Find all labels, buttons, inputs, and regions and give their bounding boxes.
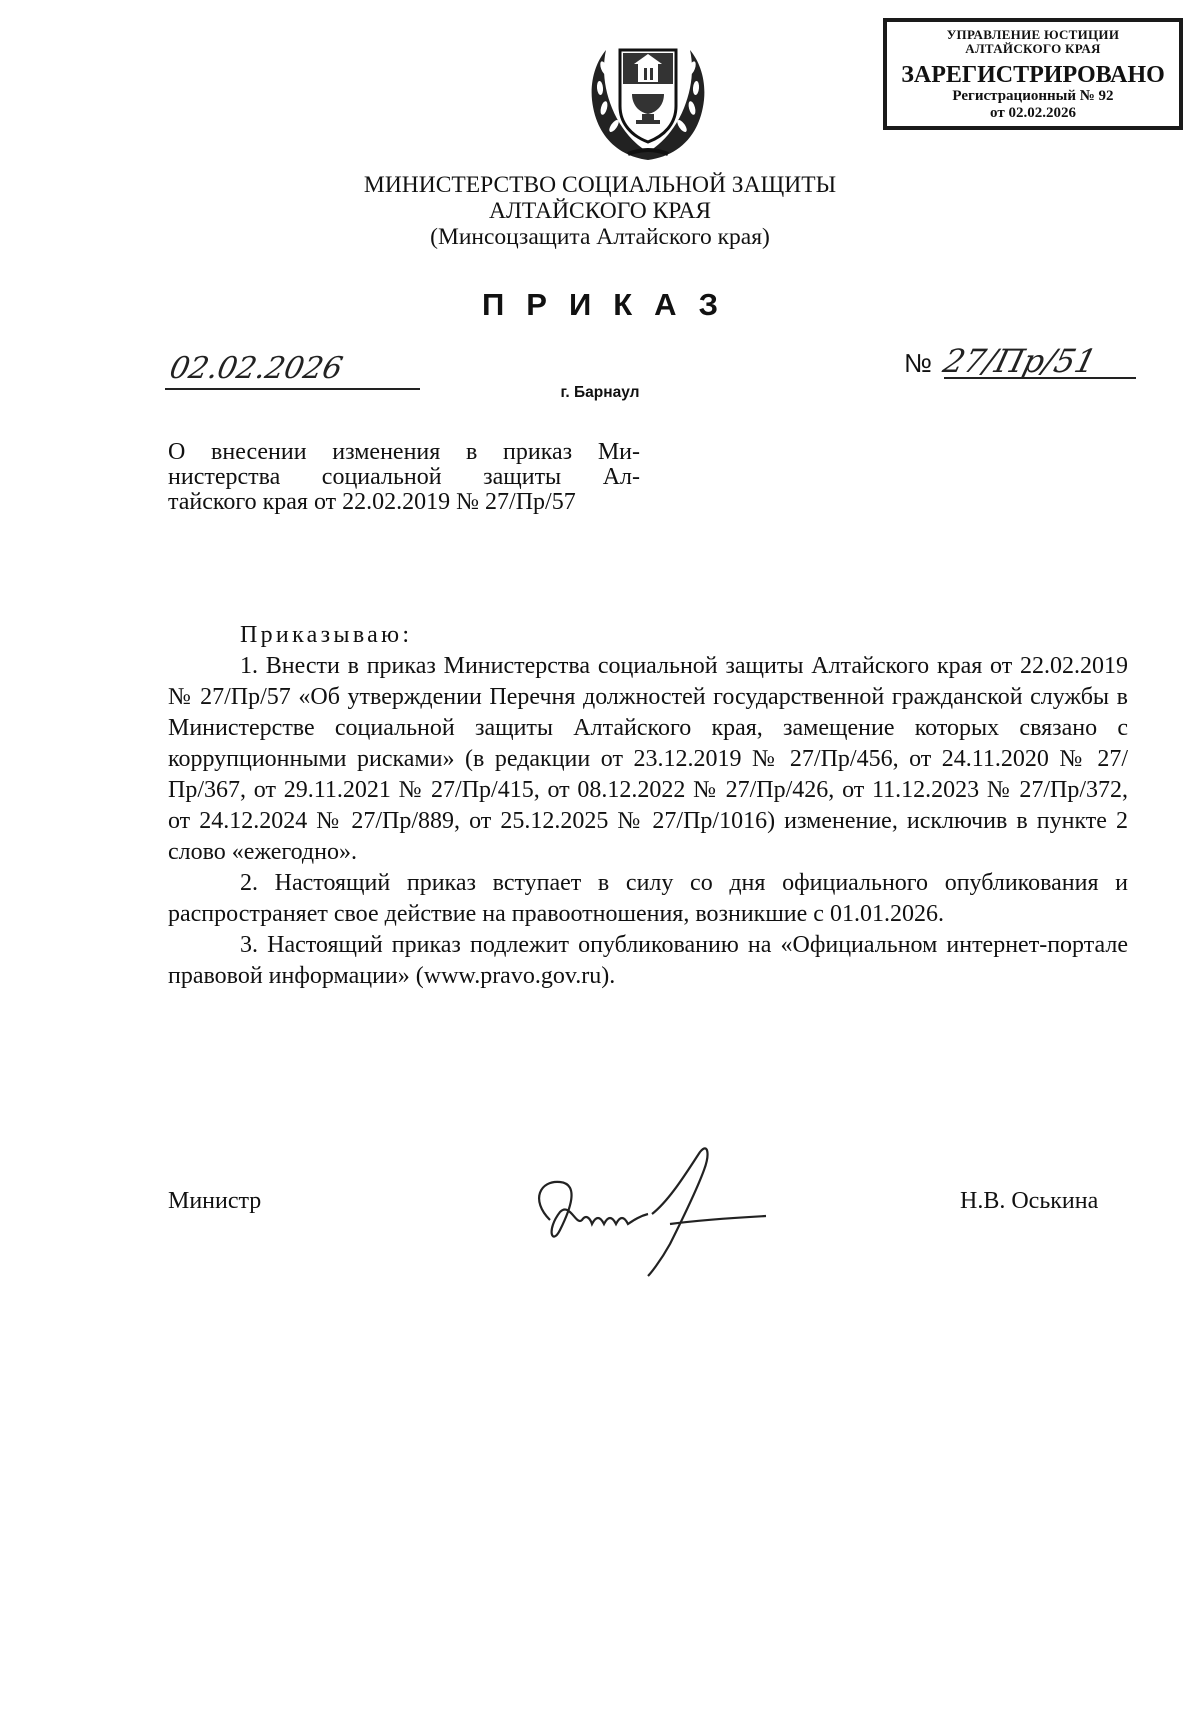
stamp-org-line2: АЛТАЙСКОГО КРАЯ bbox=[965, 41, 1101, 56]
stamp-status: ЗАРЕГИСТРИРОВАНО bbox=[901, 62, 1165, 88]
ministry-header bbox=[0, 172, 1200, 250]
document-type: ПРИКАЗ bbox=[482, 287, 740, 322]
subject-line-2: нистерства социальной защиты Ал- bbox=[168, 464, 640, 490]
handwritten-date-text: 02.02.2026 bbox=[166, 351, 346, 386]
orders-word: Приказываю: bbox=[240, 622, 413, 648]
ministry-short-name: (Минсоцзащита Алтайского края) bbox=[430, 224, 770, 250]
subject-line-1: О внесении изменения в приказ Ми- bbox=[168, 439, 640, 465]
city: г. Барнаул bbox=[560, 384, 640, 401]
ministry-name-line2: АЛТАЙСКОГО КРАЯ bbox=[489, 198, 711, 224]
document-subject bbox=[168, 440, 640, 515]
document-body bbox=[168, 620, 1128, 992]
ministry-name-line1: МИНИСТЕРСТВО СОЦИАЛЬНОЙ ЗАЩИТЫ bbox=[363, 172, 837, 198]
altai-coat-of-arms-icon bbox=[578, 28, 718, 168]
signatory-position: Министр bbox=[168, 1188, 262, 1214]
paragraph-1: 1. Внести в приказ Министерства социальной защиты Алтайского края от 22.02.2019 № 27/Пр/57 «Об утверждении Перечня должностей государственной гражданской службы в Министерстве социальной защиты Алтайского края, замещение которых связано с коррупционными рисками» (в редакции от 23.12.2019 № 27/Пр/456, от 24.11.2020 № 27/Пр/367, от 29.11.2021 № 27/Пр/415, от 08.12.2022 № 27/Пр/426, от 11.12.2023 № 27/Пр/372, от 24.12.2024 № 27/Пр/889, от 25.12.2025 № 27/Пр/1016) изменение, исключив в пункте 2 слово «ежегодно». bbox=[168, 653, 1128, 865]
handwritten-number-text: 27/Пр/51 bbox=[940, 342, 1101, 380]
paragraph-2: 2. Настоящий приказ вступает в силу со дня официального опубликования и распространяет свое действие на правоотношения, возникшие с 01.01.2026. bbox=[168, 870, 1128, 927]
stamp-org bbox=[887, 28, 1179, 56]
handwritten-number bbox=[940, 338, 1140, 384]
paragraph-3: 3. Настоящий приказ подлежит опубликованию на «Официальном интернет-портале правовой информации» (www.pravo.gov.ru). bbox=[168, 932, 1128, 989]
subject-line-3: тайского края от 22.02.2019 № 27/Пр/57 bbox=[168, 489, 576, 515]
registration-stamp bbox=[883, 18, 1183, 130]
signatory-name: Н.В. Оськина bbox=[960, 1188, 1099, 1214]
stamp-org-line1: УПРАВЛЕНИЕ ЮСТИЦИИ bbox=[946, 27, 1120, 42]
stamp-reg-date: от 02.02.2026 bbox=[990, 105, 1076, 121]
number-label: № bbox=[904, 348, 932, 378]
stamp-reg-number: Регистрационный № 92 bbox=[952, 88, 1114, 104]
handwritten-signature bbox=[520, 1140, 820, 1290]
